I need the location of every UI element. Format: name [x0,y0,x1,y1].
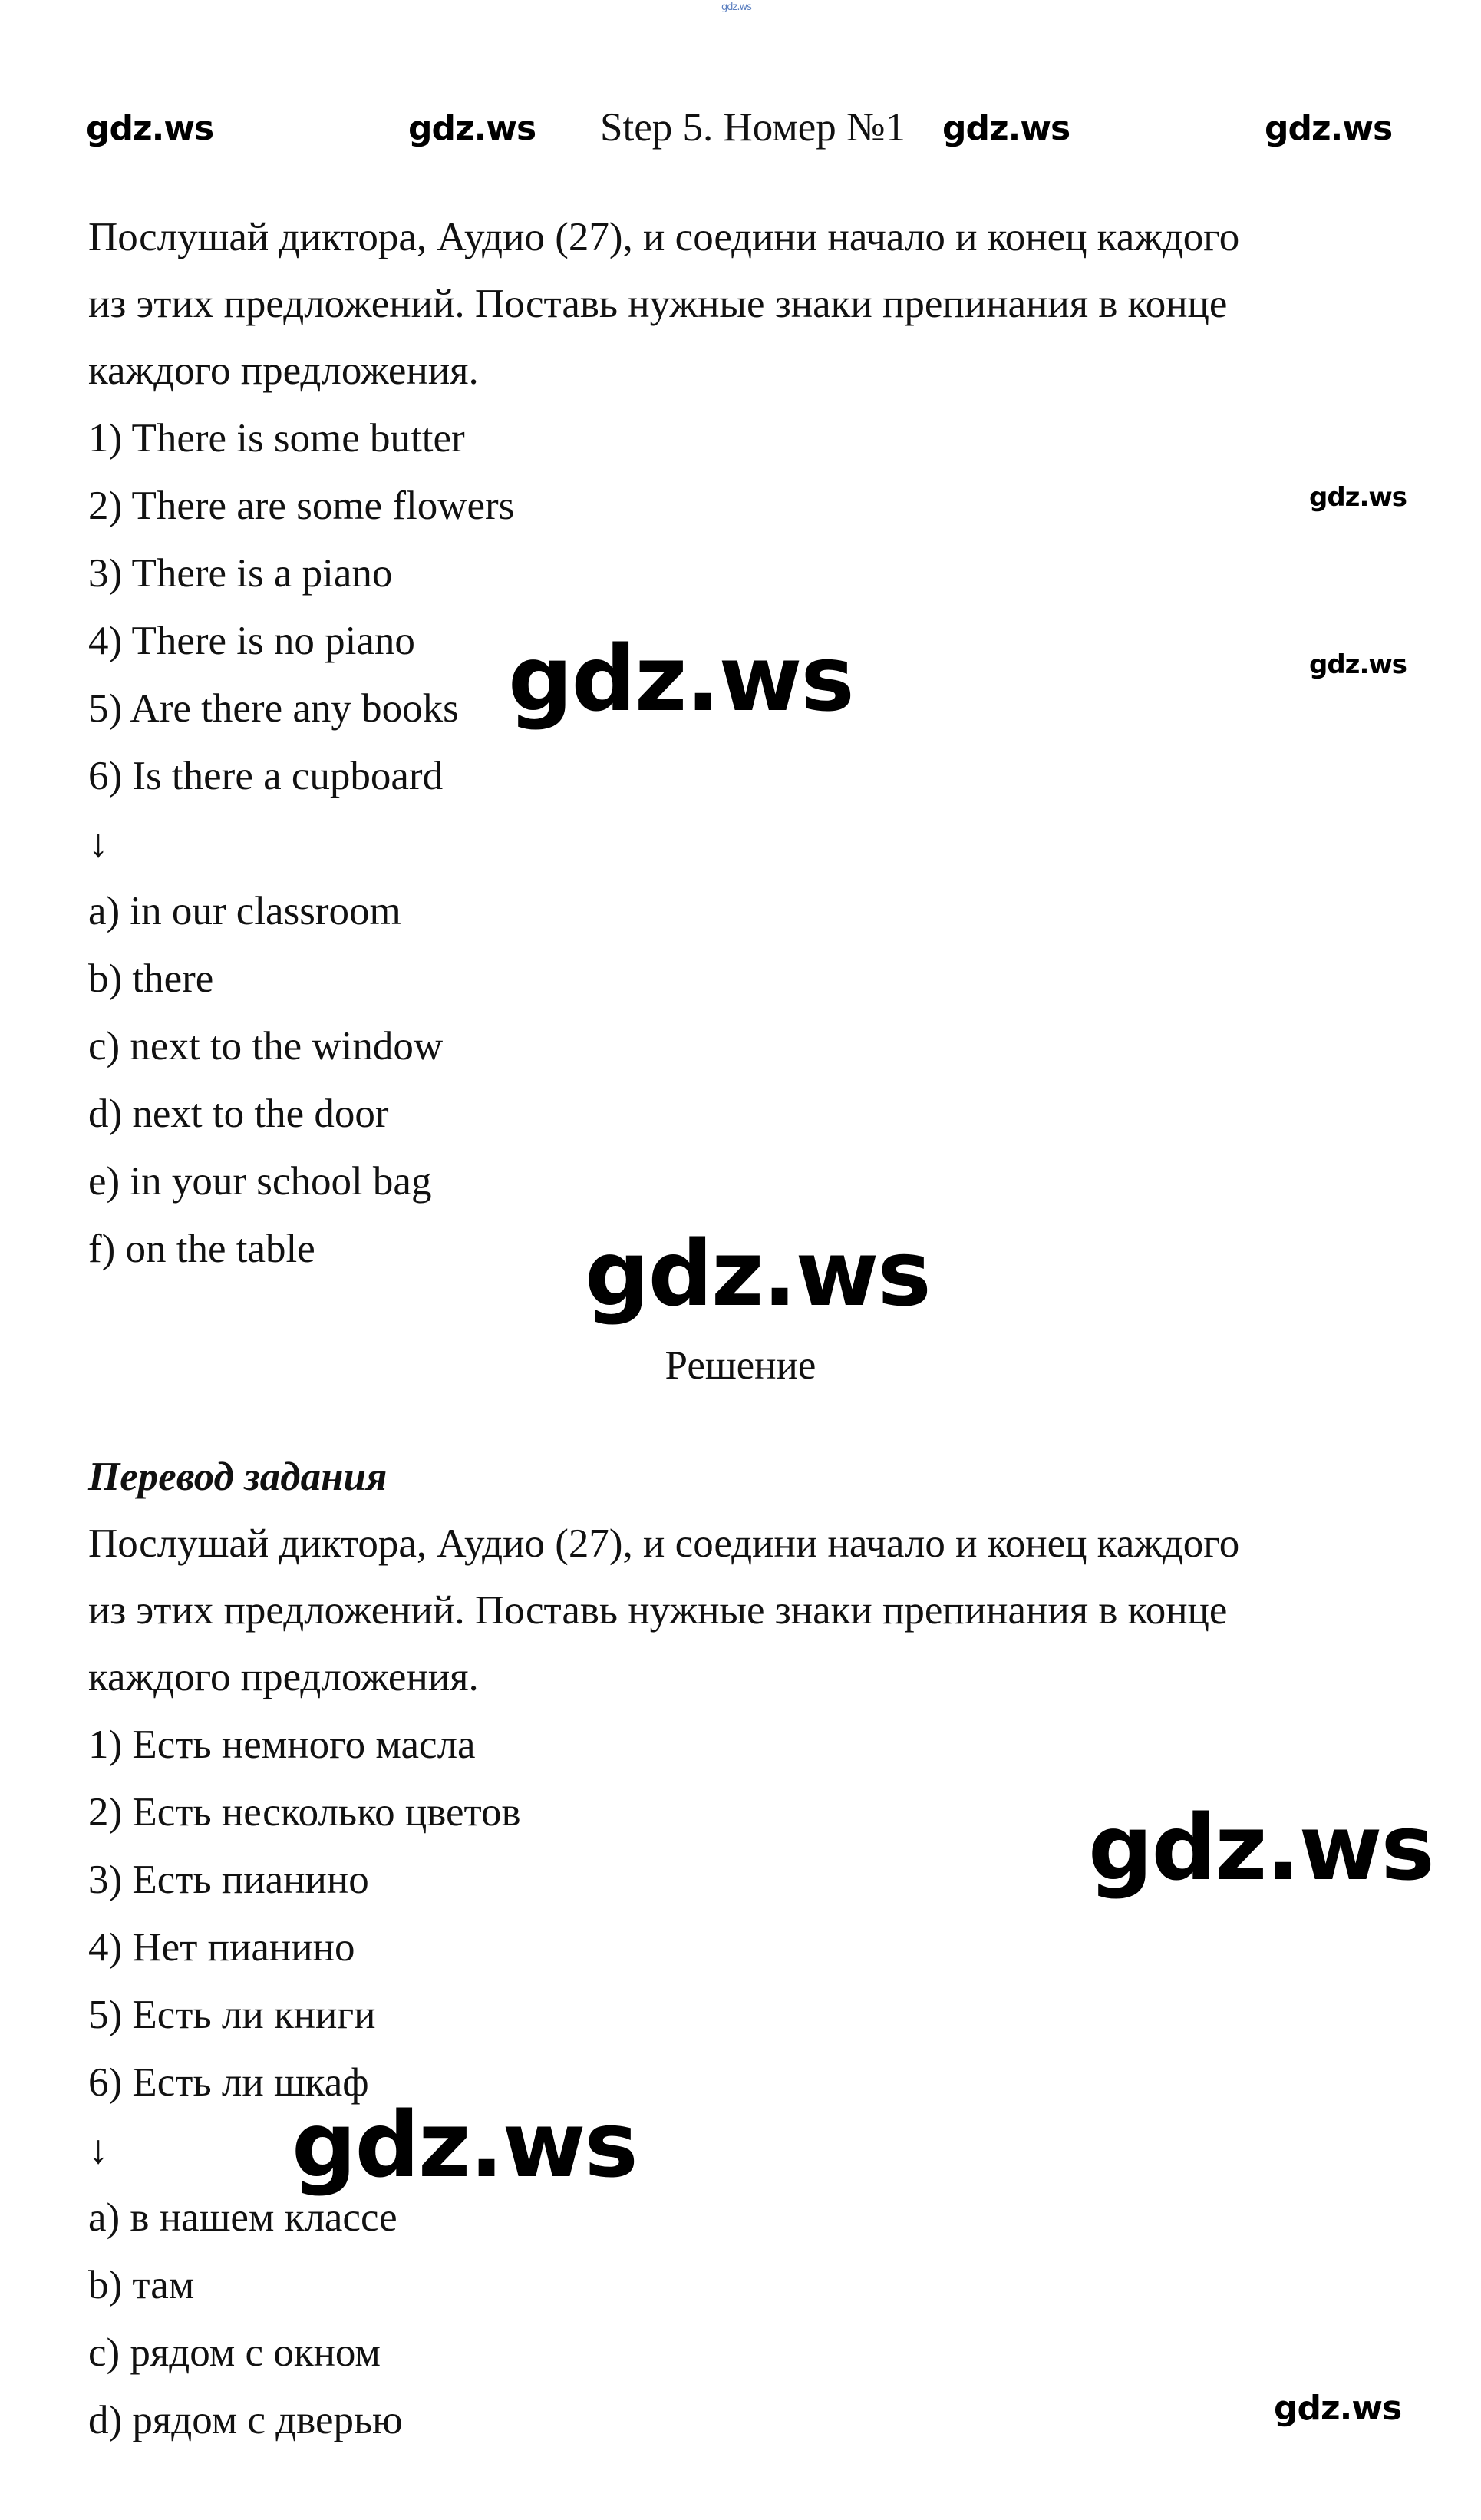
translation-instruction-line: каждого предложения. [88,1655,479,1699]
translation-beginning: 3) Есть пианино [88,1858,369,1902]
watermark-big: gdz.ws [1088,1795,1433,1901]
translation-instruction-line: из этих предложений. Поставь нужные знаки препинания в конце [88,1588,1228,1633]
task-instruction-line: каждого предложения. [88,348,479,393]
watermark-header-after-title: gdz.ws [942,109,1070,148]
watermark-header-left: gdz.ws [86,109,214,148]
sentence-ending: c) next to the window [88,1024,444,1068]
sentence-beginning: 3) There is a piano [88,551,393,596]
translation-ending: d) рядом с дверью [88,2398,403,2442]
sentence-ending: a) in our classroom [88,889,401,933]
translation-ending: b) там [88,2263,195,2307]
sentence-beginning: 5) Are there any books [88,686,459,731]
watermark-side: gdz.ws [1309,649,1407,680]
solution-heading: Решение [665,1343,816,1388]
watermark-side: gdz.ws [1309,482,1407,513]
translation-beginning: 5) Есть ли книги [88,1993,376,2037]
watermark-big: gdz.ws [508,626,853,732]
sentence-ending: b) there [88,956,214,1001]
watermark-header-mid: gdz.ws [408,109,536,148]
down-arrow-icon: ↓ [88,2128,109,2172]
translation-beginning: 2) Есть несколько цветов [88,1790,521,1835]
watermark-big: gdz.ws [585,1220,930,1326]
watermark-header-right: gdz.ws [1265,109,1393,148]
sentence-beginning: 2) There are some flowers [88,484,515,528]
sentence-ending: d) next to the door [88,1092,389,1136]
translation-ending: c) рядом с окном [88,2330,381,2375]
translation-ending: a) в нашем классе [88,2195,397,2240]
translation-beginning: 1) Есть немного масла [88,1722,476,1767]
sentence-beginning: 4) There is no piano [88,619,415,663]
sentence-ending: f) on the table [88,1227,315,1271]
translation-heading: Перевод задания [88,1455,388,1499]
translation-instruction-line: Послушай диктора, Аудио (27), и соедини начало и конец каждого [88,1521,1240,1566]
page-title: Step 5. Номер №1 [600,105,906,150]
task-instruction-line: Послушай диктора, Аудио (27), и соедини начало и конец каждого [88,215,1240,259]
translation-beginning: 6) Есть ли шкаф [88,2060,369,2105]
watermark-big: gdz.ws [292,2092,637,2198]
down-arrow-icon: ↓ [88,821,109,866]
sentence-beginning: 6) Is there a cupboard [88,754,444,798]
watermark-bottom-right: gdz.ws [1274,2389,1402,2428]
sentence-beginning: 1) There is some butter [88,416,465,461]
translation-beginning: 4) Нет пианино [88,1925,355,1970]
watermark-tiny: gdz.ws [721,2,751,13]
task-instruction-line: из этих предложений. Поставь нужные знаки препинания в конце [88,282,1228,326]
sentence-ending: e) in your school bag [88,1159,432,1204]
